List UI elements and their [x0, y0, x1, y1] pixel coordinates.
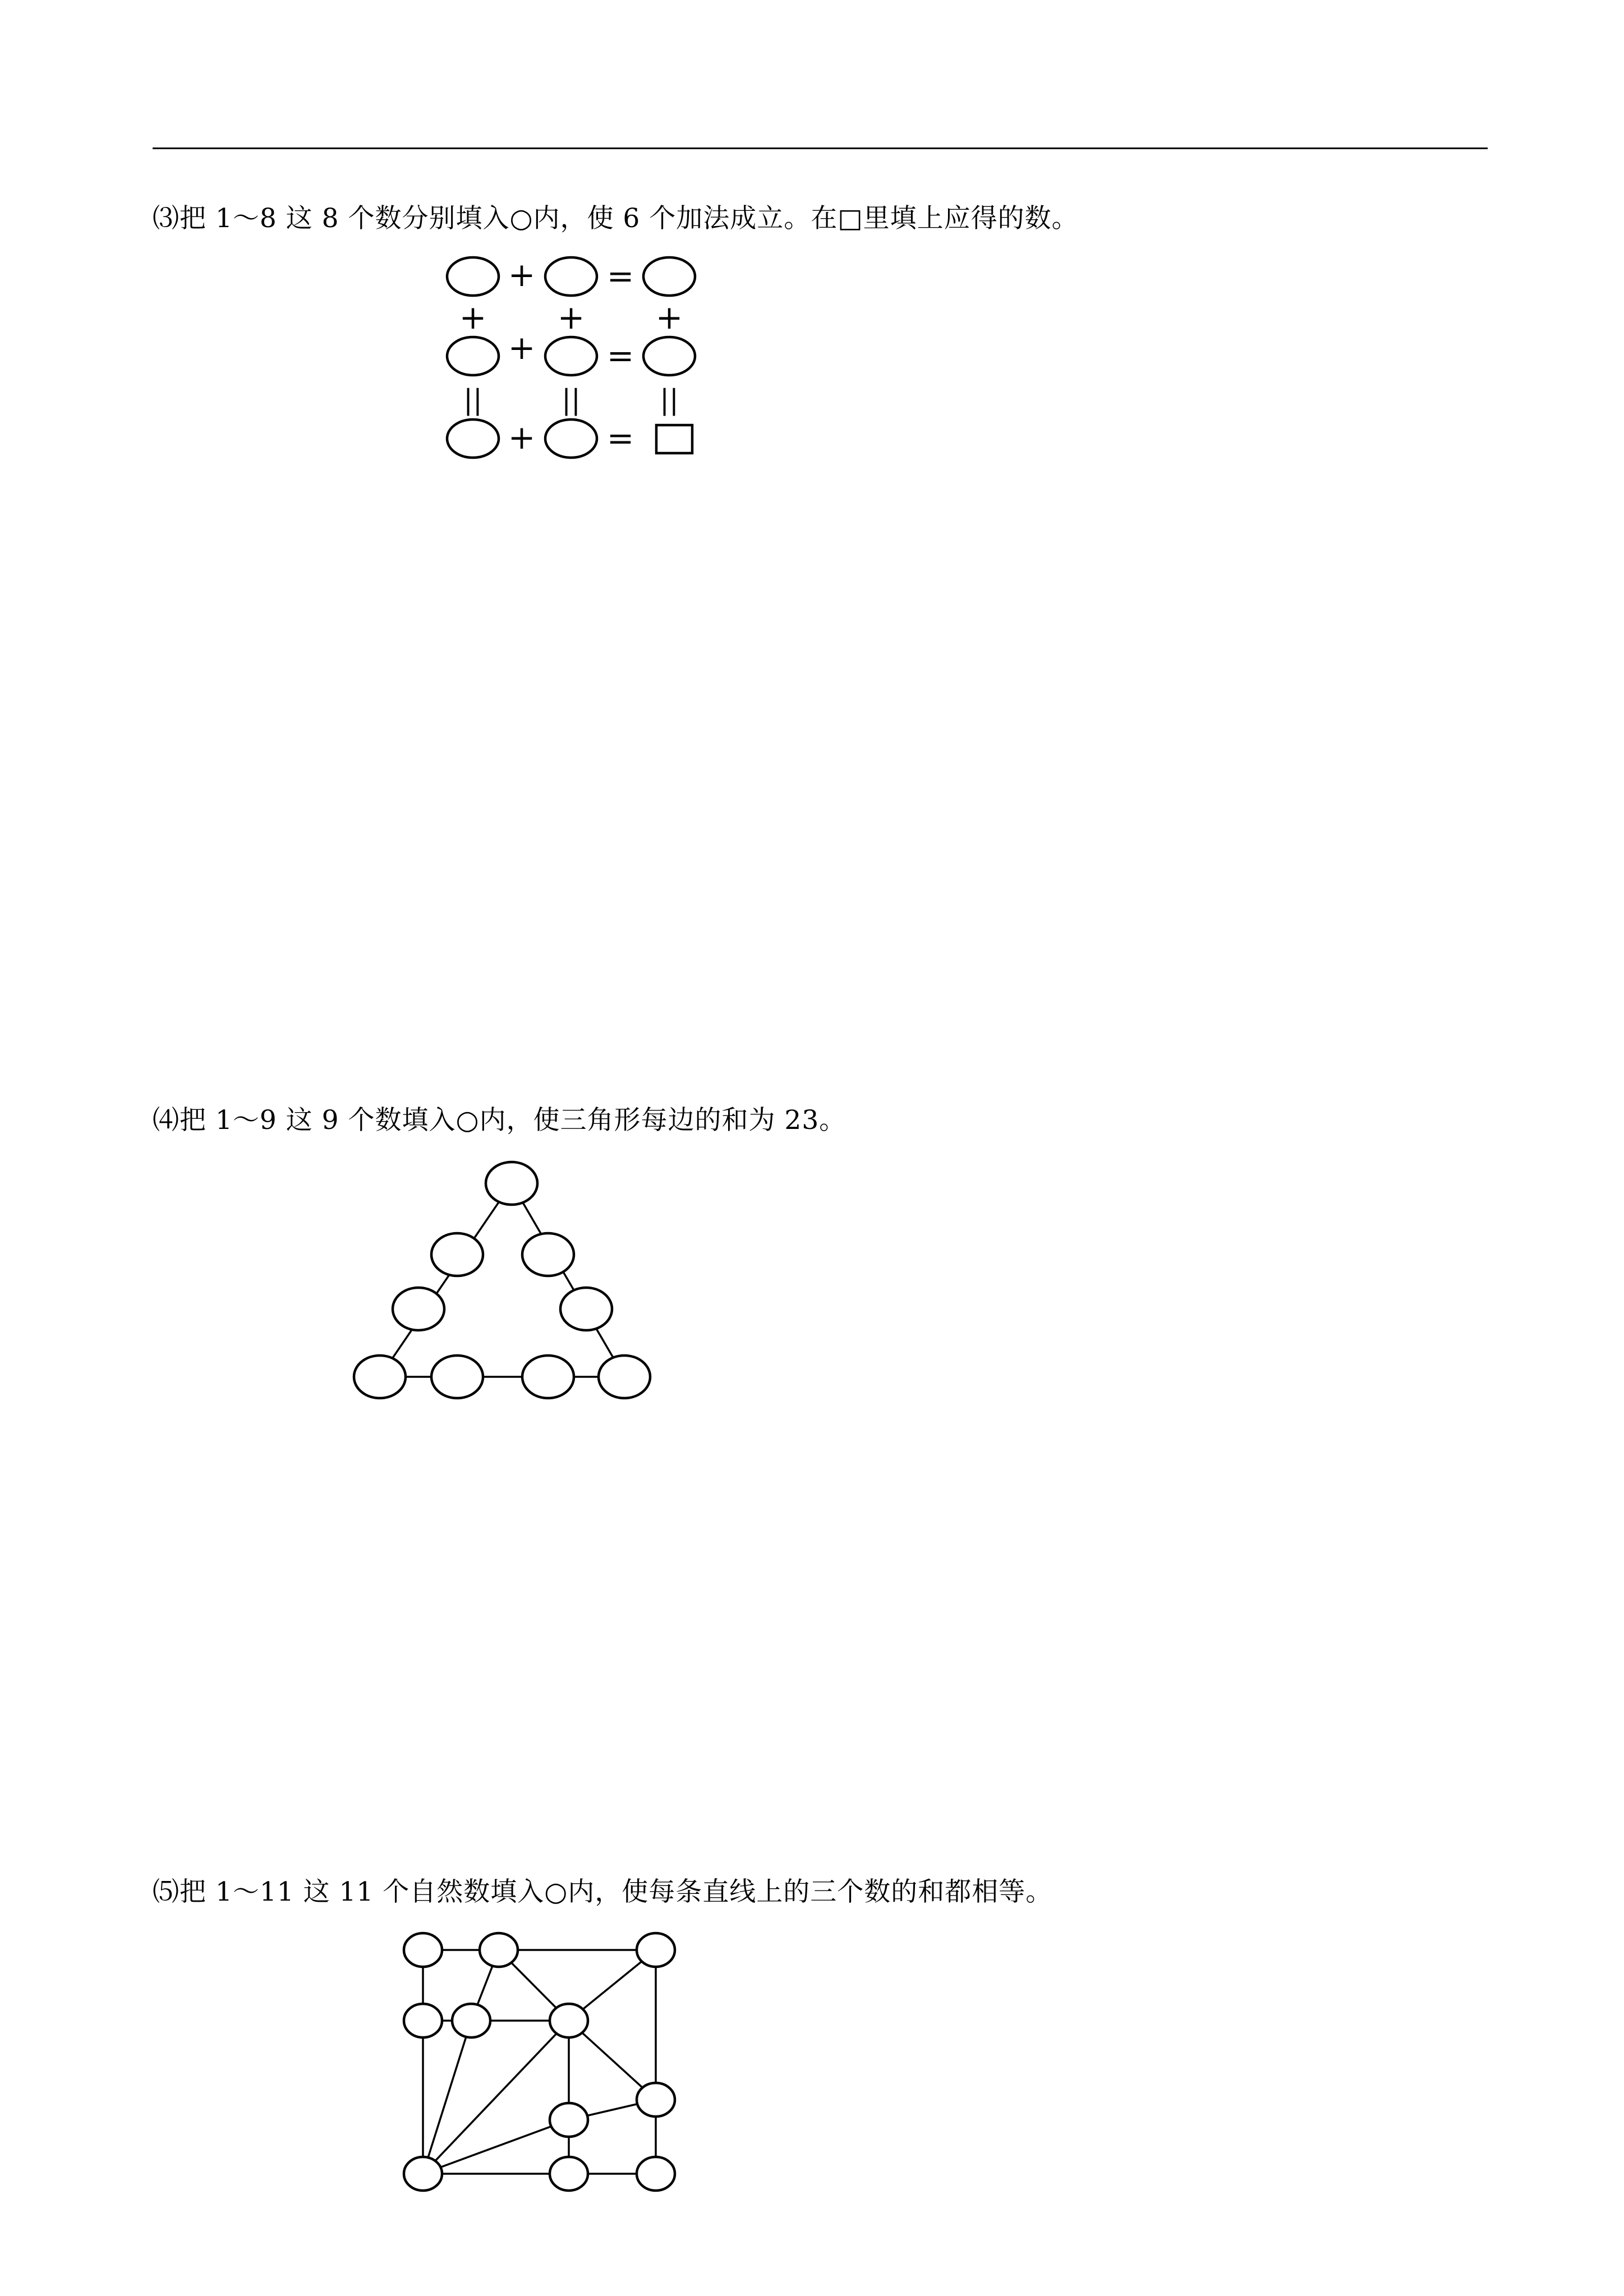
blank-circle[interactable] — [404, 2157, 442, 2191]
blank-circle[interactable] — [431, 1233, 483, 1276]
blank-circle[interactable] — [545, 419, 597, 458]
blank-circle[interactable] — [480, 1933, 518, 1967]
plus-sign: + — [508, 256, 536, 294]
blank-circle[interactable] — [522, 1233, 574, 1276]
plus-sign: + — [459, 298, 487, 336]
blank-circle[interactable] — [550, 2004, 588, 2037]
answer-square[interactable] — [656, 425, 692, 453]
equals-vertical: || — [562, 384, 581, 416]
plus-sign: + — [508, 329, 536, 367]
blank-circle[interactable] — [447, 337, 499, 375]
blank-circle[interactable] — [545, 337, 597, 375]
blank-circle[interactable] — [637, 2157, 675, 2191]
plus-sign: + — [655, 298, 683, 336]
blank-circle[interactable] — [522, 1356, 574, 1398]
blank-circle[interactable] — [550, 2157, 588, 2191]
blank-circle[interactable] — [643, 337, 695, 375]
blank-circle[interactable] — [599, 1356, 650, 1398]
q4-triangle — [354, 1162, 650, 1398]
equals-vertical: || — [660, 384, 679, 416]
blank-circle[interactable] — [431, 1356, 483, 1398]
blank-circle[interactable] — [404, 1933, 442, 1967]
triangle-left-edge — [380, 1183, 512, 1377]
blank-circle[interactable] — [637, 1933, 675, 1967]
equals-sign: = — [606, 257, 634, 295]
blank-circle[interactable] — [452, 2004, 490, 2037]
network-line — [423, 2021, 471, 2174]
blank-circle[interactable] — [404, 2004, 442, 2037]
triangle-right-edge — [512, 1183, 624, 1377]
blank-circle[interactable] — [393, 1288, 444, 1330]
q3-addition-grid — [447, 256, 695, 458]
equals-sign: = — [606, 419, 634, 457]
blank-circle[interactable] — [550, 2103, 588, 2137]
equals-vertical: || — [463, 384, 482, 416]
blank-circle[interactable] — [447, 419, 499, 458]
blank-circle[interactable] — [354, 1356, 406, 1398]
plus-sign: + — [508, 418, 536, 457]
network-line — [423, 2021, 569, 2174]
question-5-text: ⑸把 1～11 这 11 个自然数填入○内，使每条直线上的三个数的和都相等。 — [153, 1877, 1053, 1907]
blank-circle[interactable] — [643, 257, 695, 296]
blank-circle[interactable] — [486, 1162, 537, 1205]
blank-circle[interactable] — [447, 257, 499, 296]
question-3-text: ⑶把 1～8 这 8 个数分别填入○内，使 6 个加法成立。在□里填上应得的数。 — [153, 203, 1079, 234]
blank-circle[interactable] — [545, 257, 597, 296]
blank-circle[interactable] — [560, 1288, 612, 1330]
q5-network — [404, 1933, 675, 2191]
question-4-text: ⑷把 1～9 这 9 个数填入○内，使三角形每边的和为 23。 — [153, 1105, 846, 1136]
equals-sign: = — [606, 336, 634, 375]
network-line — [423, 2120, 569, 2174]
plus-sign: + — [557, 298, 585, 336]
blank-circle[interactable] — [637, 2083, 675, 2117]
